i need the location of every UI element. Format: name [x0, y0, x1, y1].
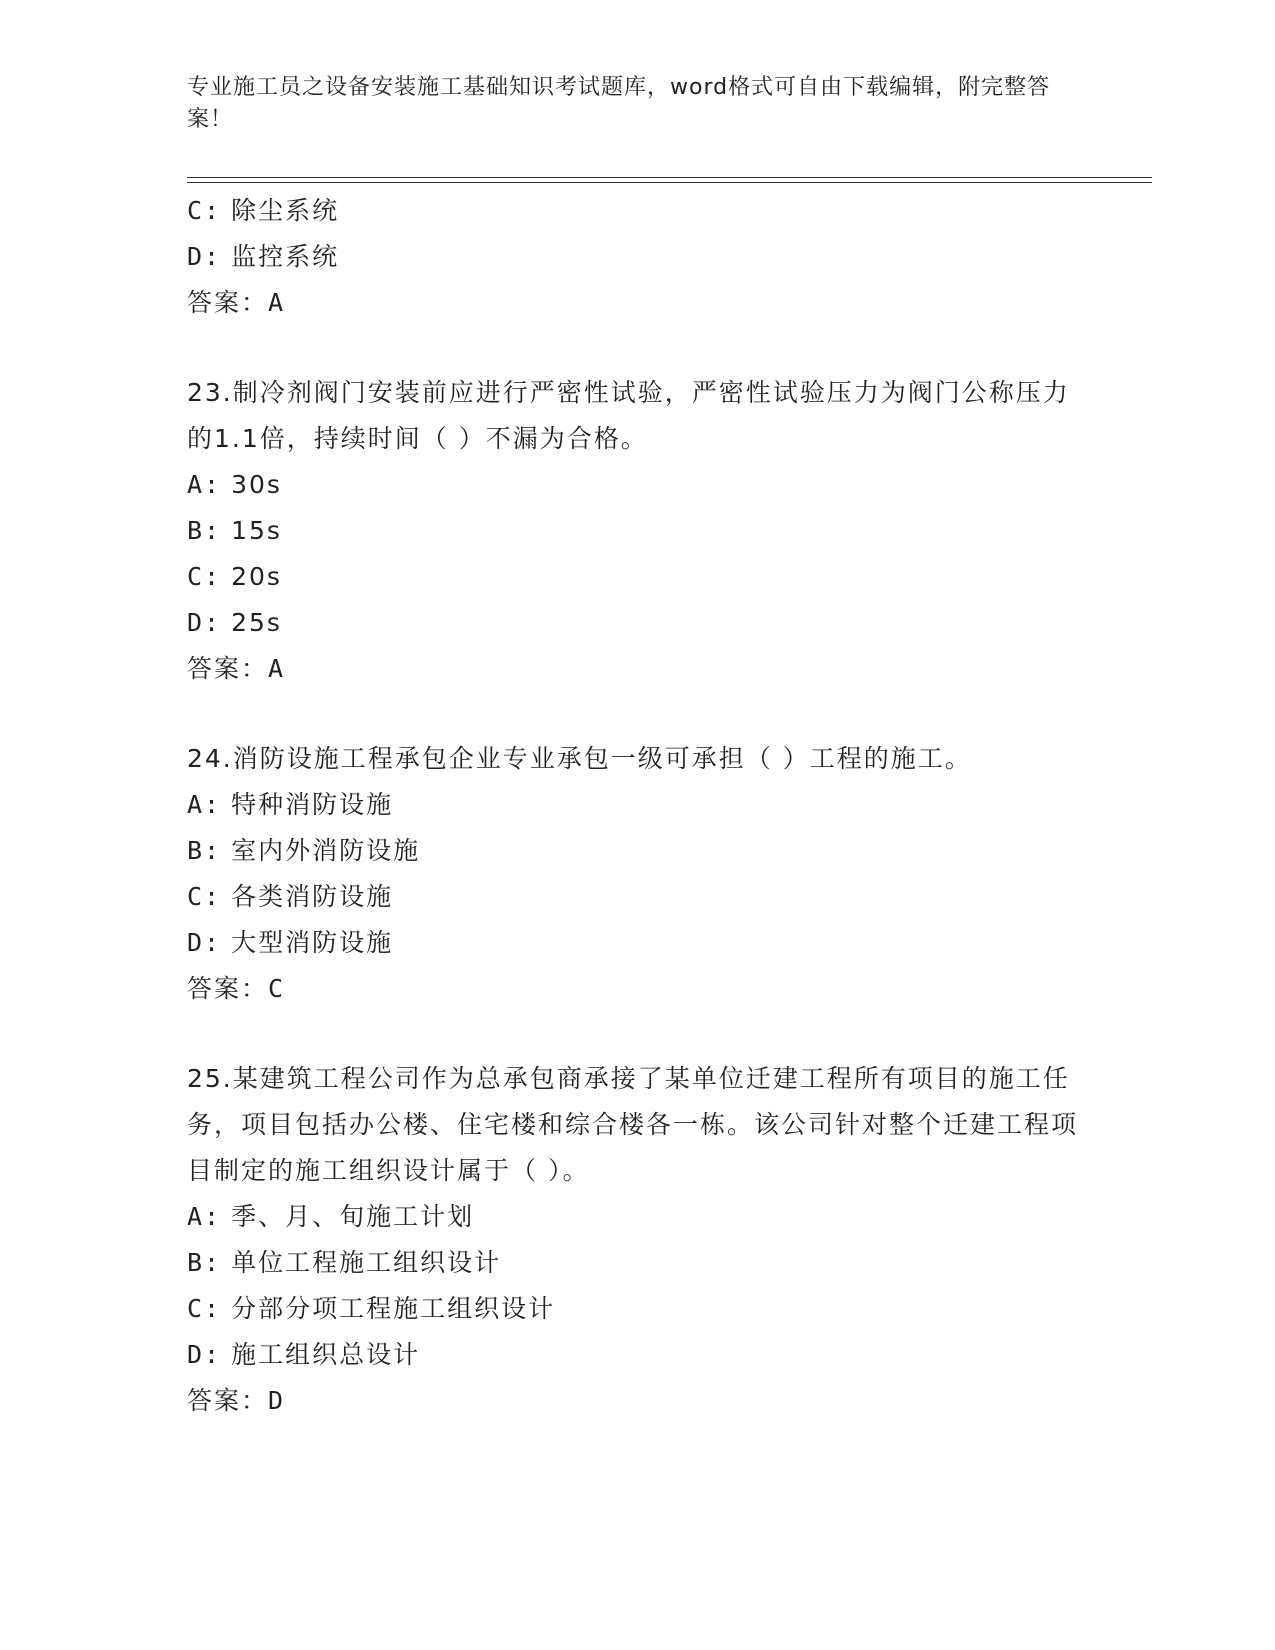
question-text: 23.制冷剂阀门安装前应进行严密性试验，严密性试验压力为阀门公称压力的1.1倍，持续时间（ ）不漏为合格。: [187, 378, 1070, 453]
document-header: 专业施工员之设备安装施工基础知识考试题库，word格式可自由下载编辑，附完整答案！: [187, 75, 1051, 132]
answer-line: [187, 646, 1087, 692]
option-letter: A:: [187, 470, 222, 499]
option-letter: B:: [187, 836, 222, 865]
answer-line: [187, 280, 1087, 326]
answer-label: 答案：: [187, 288, 269, 317]
option-letter: D:: [187, 928, 222, 957]
option-text: 除尘系统: [231, 196, 340, 225]
header-rule-top: [187, 177, 1152, 178]
answer-value: C: [268, 974, 286, 1003]
option-letter: B:: [187, 516, 222, 545]
option-text: 20s: [231, 562, 282, 591]
option-letter: D:: [187, 608, 222, 637]
question-24: [187, 736, 1087, 1012]
option-letter: C:: [187, 196, 222, 225]
answer-line: [187, 966, 1087, 1012]
option-text: 监控系统: [231, 242, 340, 271]
option-d: [187, 920, 1087, 966]
answer-value: A: [268, 288, 286, 317]
option-text: 室内外消防设施: [231, 836, 421, 865]
document-body: [187, 188, 1087, 1424]
option-text: 15s: [231, 516, 282, 545]
option-text: 25s: [231, 608, 282, 637]
option-c: [187, 874, 1087, 920]
option-d: [187, 1332, 1087, 1378]
option-text: 特种消防设施: [231, 790, 394, 819]
option-b: [187, 1240, 1087, 1286]
option-a: [187, 462, 1087, 508]
option-d: [187, 234, 1087, 280]
header-rule-bottom: [187, 182, 1152, 183]
option-d: [187, 600, 1087, 646]
answer-line: [187, 1378, 1087, 1424]
option-text: 30s: [231, 470, 282, 499]
answer-label: 答案：: [187, 1386, 269, 1415]
option-text: 各类消防设施: [231, 882, 394, 911]
option-c: [187, 554, 1087, 600]
option-c: [187, 188, 1087, 234]
option-letter: A:: [187, 790, 222, 819]
option-letter: C:: [187, 1294, 222, 1323]
option-a: [187, 1194, 1087, 1240]
question-text: 24.消防设施工程承包企业专业承包一级可承担（ ）工程的施工。: [187, 744, 972, 773]
question-text: 25.某建筑工程公司作为总承包商承接了某单位迁建工程所有项目的施工任务，项目包括办公楼、住宅楼和综合楼各一栋。该公司针对整个迁建工程项目制定的施工组织设计属于（ ）。: [187, 1064, 1079, 1185]
answer-value: A: [268, 654, 286, 683]
option-letter: B:: [187, 1248, 222, 1277]
question-23: [187, 370, 1087, 692]
option-letter: C:: [187, 882, 222, 911]
option-b: [187, 828, 1087, 874]
option-letter: C:: [187, 562, 222, 591]
answer-label: 答案：: [187, 974, 269, 1003]
option-letter: D:: [187, 1340, 222, 1369]
option-letter: A:: [187, 1202, 222, 1231]
option-a: [187, 782, 1087, 828]
question-fragment: [187, 188, 1087, 326]
option-letter: D:: [187, 242, 222, 271]
option-text: 大型消防设施: [231, 928, 394, 957]
option-c: [187, 1286, 1087, 1332]
answer-value: D: [268, 1386, 286, 1415]
option-b: [187, 508, 1087, 554]
option-text: 单位工程施工组织设计: [231, 1248, 502, 1277]
answer-label: 答案：: [187, 654, 269, 683]
question-25: [187, 1056, 1087, 1424]
option-text: 分部分项工程施工组织设计: [231, 1294, 556, 1323]
option-text: 施工组织总设计: [231, 1340, 421, 1369]
option-text: 季、月、旬施工计划: [231, 1202, 475, 1231]
